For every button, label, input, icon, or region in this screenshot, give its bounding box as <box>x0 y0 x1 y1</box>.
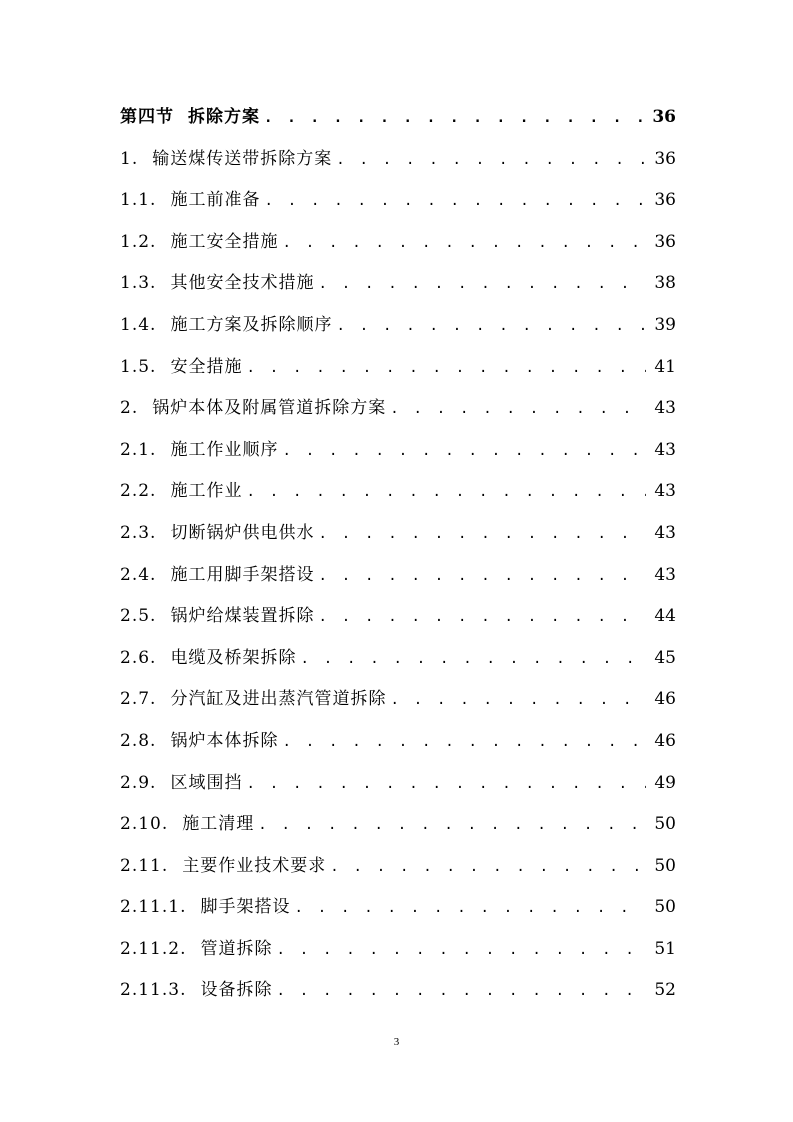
dot-leader <box>330 847 646 888</box>
toc-entry-number: 2.7. <box>120 689 157 710</box>
dot-leader <box>282 431 646 472</box>
toc-entry[interactable] <box>120 388 676 430</box>
toc-entry-title: 设备拆除 <box>200 980 273 1001</box>
toc-entry[interactable] <box>120 139 676 181</box>
dot-leader <box>318 264 646 305</box>
dot-leader <box>276 930 646 971</box>
toc-entry-number: 2.8. <box>120 730 157 751</box>
toc-entry-number: 2.9. <box>120 772 157 793</box>
toc-entry-title: 施工方案及拆除顺序 <box>170 314 333 335</box>
dot-leader <box>258 805 646 846</box>
toc-entry-number: 2.10. <box>120 814 169 835</box>
toc-entry-page: 44 <box>654 606 676 627</box>
dot-leader <box>246 764 646 805</box>
toc-entry-title: 施工作业顺序 <box>170 439 279 460</box>
toc-entry-title: 施工清理 <box>182 814 255 835</box>
toc-entry-title: 主要作业技术要求 <box>182 855 327 876</box>
toc-entry-number: 1. <box>120 148 139 169</box>
toc-entry-page: 51 <box>654 938 676 959</box>
toc-entry-number: 第四节 <box>120 107 174 127</box>
toc-entry-page: 36 <box>652 107 676 127</box>
toc-entry-page: 49 <box>654 772 676 793</box>
toc-entry-title: 拆除方案 <box>188 107 260 127</box>
dot-leader <box>390 389 646 430</box>
toc-entry[interactable] <box>120 763 676 805</box>
dot-leader <box>264 98 644 139</box>
toc-entry-title: 脚手架搭设 <box>200 897 291 918</box>
dot-leader <box>390 680 646 721</box>
toc-entry-title: 切断锅炉供电供水 <box>170 522 315 543</box>
toc-entry-number: 1.5. <box>120 356 157 377</box>
dot-leader <box>264 181 646 222</box>
toc-entry[interactable] <box>120 887 676 929</box>
dot-leader <box>336 306 646 347</box>
dot-leader <box>294 888 646 929</box>
toc-entry-page: 36 <box>654 148 676 169</box>
toc-entry-title: 施工用脚手架搭设 <box>170 564 315 585</box>
toc-entry-title: 分汽缸及进出蒸汽管道拆除 <box>170 689 387 710</box>
toc-entry-page: 50 <box>654 814 676 835</box>
toc-entry[interactable] <box>120 513 676 555</box>
toc-entry-page: 36 <box>654 190 676 211</box>
toc-entry-title: 区域围挡 <box>170 772 243 793</box>
toc-entry-title: 安全措施 <box>170 356 243 377</box>
toc-entry-page: 50 <box>654 855 676 876</box>
toc-entry-title: 锅炉本体拆除 <box>170 730 279 751</box>
toc-entry[interactable] <box>120 804 676 846</box>
dot-leader <box>276 971 646 1012</box>
toc-entry-number: 2.2. <box>120 481 157 502</box>
toc-entry-page: 43 <box>654 439 676 460</box>
toc-entry[interactable] <box>120 180 676 222</box>
toc-entry[interactable] <box>120 347 676 389</box>
toc-entry-page: 39 <box>654 314 676 335</box>
toc-entry-title: 锅炉给煤装置拆除 <box>170 606 315 627</box>
dot-leader <box>336 140 646 181</box>
toc-entry[interactable] <box>120 970 676 1012</box>
toc-entry-number: 2.11.3. <box>120 980 187 1001</box>
toc-entry-page: 46 <box>654 689 676 710</box>
toc-entry-title: 施工安全措施 <box>170 231 279 252</box>
dot-leader <box>300 639 646 680</box>
toc-entry-number: 2.4. <box>120 564 157 585</box>
toc-entry-page: 43 <box>654 481 676 502</box>
toc-entry-number: 1.4. <box>120 314 157 335</box>
toc-entry-title: 电缆及桥架拆除 <box>170 647 297 668</box>
toc-entry[interactable] <box>120 97 676 139</box>
page-number: 3 <box>393 1036 400 1048</box>
toc-entry-title: 输送煤传送带拆除方案 <box>152 148 333 169</box>
toc-entry-title: 其他安全技术措施 <box>170 273 315 294</box>
toc-entry-title: 锅炉本体及附属管道拆除方案 <box>152 398 387 419</box>
toc-entry-page: 38 <box>654 273 676 294</box>
toc-entry-number: 2.1. <box>120 439 157 460</box>
dot-leader <box>246 472 646 513</box>
toc-entry-page: 45 <box>654 647 676 668</box>
toc-entry-page: 43 <box>654 522 676 543</box>
toc-entry[interactable] <box>120 638 676 680</box>
toc-entry-title: 施工作业 <box>170 481 243 502</box>
toc-entry-page: 43 <box>654 564 676 585</box>
dot-leader <box>282 223 646 264</box>
toc-entry-number: 2.11.2. <box>120 938 187 959</box>
dot-leader <box>318 597 646 638</box>
toc-entry-page: 36 <box>654 231 676 252</box>
toc-entry[interactable] <box>120 222 676 264</box>
toc-entry-page: 43 <box>654 398 676 419</box>
toc-entry-page: 41 <box>654 356 676 377</box>
dot-leader <box>282 722 646 763</box>
toc-entry-number: 1.1. <box>120 190 157 211</box>
dot-leader <box>318 556 646 597</box>
toc-entry[interactable] <box>120 679 676 721</box>
toc-entry-number: 1.2. <box>120 231 157 252</box>
table-of-contents <box>120 97 676 1012</box>
toc-entry[interactable] <box>120 555 676 597</box>
toc-entry-number: 1.3. <box>120 273 157 294</box>
toc-entry-page: 46 <box>654 730 676 751</box>
toc-entry[interactable] <box>120 430 676 472</box>
toc-entry[interactable] <box>120 721 676 763</box>
toc-entry[interactable] <box>120 263 676 305</box>
toc-entry-page: 52 <box>654 980 676 1001</box>
toc-entry-page: 50 <box>654 897 676 918</box>
dot-leader <box>246 348 646 389</box>
toc-entry-title: 施工前准备 <box>170 190 261 211</box>
toc-entry[interactable] <box>120 596 676 638</box>
toc-entry-title: 管道拆除 <box>200 938 273 959</box>
toc-entry[interactable] <box>120 471 676 513</box>
toc-entry[interactable] <box>120 305 676 347</box>
toc-entry-number: 2.5. <box>120 606 157 627</box>
toc-entry-number: 2. <box>120 398 139 419</box>
toc-entry-number: 2.3. <box>120 522 157 543</box>
toc-entry[interactable] <box>120 929 676 971</box>
toc-entry[interactable] <box>120 846 676 888</box>
toc-entry-number: 2.11. <box>120 855 169 876</box>
dot-leader <box>318 514 646 555</box>
toc-entry-number: 2.11.1. <box>120 897 187 918</box>
toc-entry-number: 2.6. <box>120 647 157 668</box>
